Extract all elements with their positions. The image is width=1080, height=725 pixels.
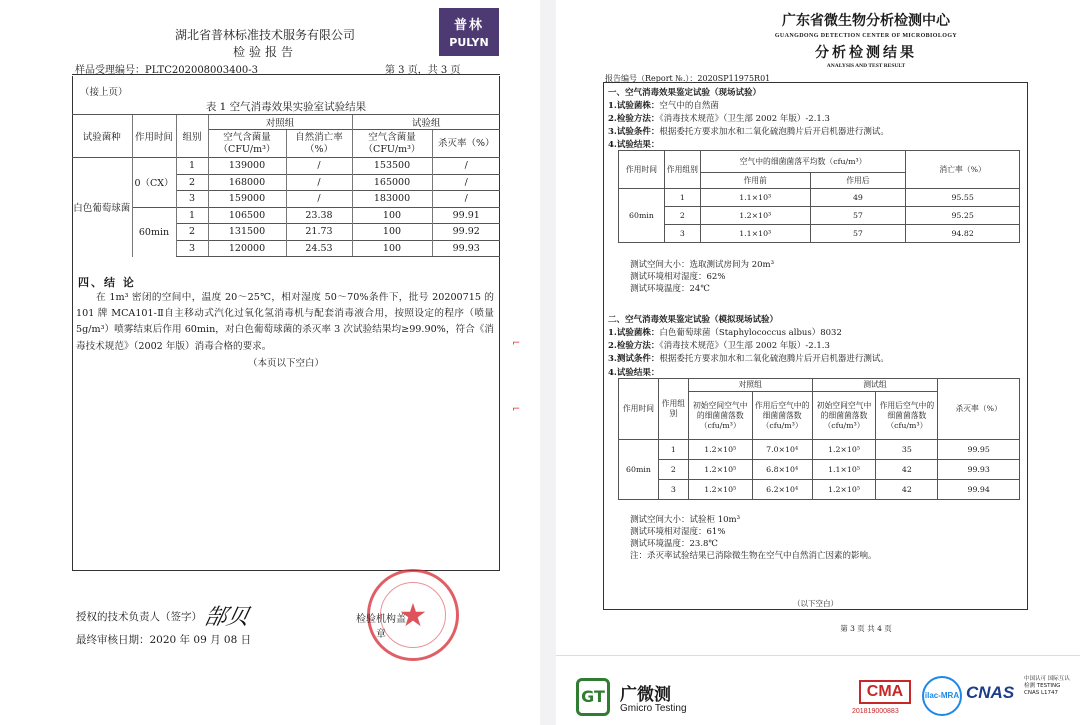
s1-item4 bbox=[608, 138, 659, 150]
s2-temperature: 测试环境温度：23.8℃ bbox=[630, 539, 718, 549]
cell-time: 60min bbox=[619, 440, 659, 500]
cell-control-initial: 1.2×10⁵ bbox=[688, 460, 752, 480]
page-number: 第 3 页，共 3 页 bbox=[385, 65, 461, 76]
cell-natural-rate: / bbox=[286, 158, 352, 175]
right-report-page bbox=[556, 0, 1080, 725]
cma-logo-icon: CMA bbox=[859, 680, 911, 704]
gmicro-logo-icon: GT bbox=[576, 678, 610, 716]
star-icon: ★ bbox=[398, 596, 428, 634]
cell-test-count: 153500 bbox=[352, 158, 432, 175]
review-date: 最终审核日期：2020 年 09 月 08 日 bbox=[76, 634, 252, 646]
cell-kill: 99.94 bbox=[938, 480, 1020, 500]
cell-kill: 99.95 bbox=[938, 440, 1020, 460]
s1-item1 bbox=[608, 99, 719, 111]
org-seal-label: 检验机构盖章 bbox=[356, 614, 406, 640]
header-rate: 消亡率（%） bbox=[906, 151, 1020, 189]
s2-item2 bbox=[608, 339, 830, 351]
header-avg-count: 空气中的细菌菌落平均数（cfu/m³） bbox=[700, 151, 905, 173]
cell-rate: 95.55 bbox=[906, 189, 1020, 207]
value: 《消毒技术规范》（卫生部 2002 年版）-2.1.3 bbox=[659, 341, 830, 351]
header-air-count-test: 空气含菌量（CFU/m³） bbox=[352, 130, 432, 158]
s2-humidity: 测试环境相对湿度：61% bbox=[630, 527, 726, 537]
cell-kill-rate: / bbox=[432, 158, 500, 175]
time-0: 0（CX） bbox=[132, 158, 176, 208]
edge-mark-icon: ⌐ bbox=[512, 404, 521, 415]
header-kill: 杀灭率（%） bbox=[938, 379, 1020, 440]
label: 1.试验菌株： bbox=[608, 101, 660, 111]
cell-control-count: 139000 bbox=[208, 158, 286, 175]
cnas-accreditation-text: 中国认可 国际互认 检测 TESTING CNAS L1747 bbox=[1024, 676, 1070, 696]
page-number: 第 3 页 共 4 页 bbox=[840, 624, 892, 633]
header-group: 作用组别 bbox=[664, 151, 700, 189]
cell-test-after: 42 bbox=[876, 480, 938, 500]
cell-control-after: 6.8×10⁴ bbox=[752, 460, 812, 480]
cell-control-count: 106500 bbox=[208, 207, 286, 224]
cell-test-count: 100 bbox=[352, 207, 432, 224]
s2-item3 bbox=[608, 352, 889, 364]
cell-test-count: 165000 bbox=[352, 174, 432, 191]
header-group: 作用组别 bbox=[658, 379, 688, 440]
header-control-after: 作用后空气中的细菌菌落数（cfu/m³） bbox=[752, 392, 812, 440]
s1-humidity: 测试环境相对湿度：62% bbox=[630, 272, 726, 282]
cell-test-initial: 1.2×10⁵ bbox=[812, 440, 876, 460]
cell-group: 1 bbox=[664, 189, 700, 207]
company-name: 湖北省普林标准技术服务有限公司 bbox=[174, 28, 355, 42]
cell-test-initial: 1.1×10⁵ bbox=[812, 460, 876, 480]
header-bacteria: 试验菌种 bbox=[72, 115, 132, 158]
cell-after: 57 bbox=[810, 225, 906, 243]
cell-kill-rate: / bbox=[432, 191, 500, 208]
label: 2.检验方法： bbox=[608, 341, 660, 351]
section2-title: 二、空气消毒效果鉴定试验（模拟现场试验） bbox=[608, 315, 779, 325]
label: 2.检验方法： bbox=[608, 114, 660, 124]
cell-kill: 99.93 bbox=[938, 460, 1020, 480]
s1-space: 测试空间大小：选取测试房间为 20m³ bbox=[630, 260, 774, 270]
table-row bbox=[619, 189, 1020, 207]
s2-note: 注：杀灭率试验结果已消除微生物在空气中自然消亡因素的影响。 bbox=[630, 551, 877, 561]
cell-group: 3 bbox=[176, 240, 208, 257]
table-row bbox=[619, 480, 1020, 500]
cell-natural-rate: 24.53 bbox=[286, 240, 352, 257]
ilac-mra-logo-icon: ilac-MRA bbox=[922, 676, 962, 716]
conclusion-title: 四、结 论 bbox=[78, 276, 136, 289]
cell-natural-rate: 23.38 bbox=[286, 207, 352, 224]
cell-group: 3 bbox=[658, 480, 688, 500]
table-row bbox=[72, 158, 500, 175]
footer-divider bbox=[556, 655, 1080, 656]
cell-after: 57 bbox=[810, 207, 906, 225]
cell-natural-rate: / bbox=[286, 174, 352, 191]
header-control-initial: 初始空间空气中的细菌菌落数（cfu/m³） bbox=[688, 392, 752, 440]
cell-control-count: 168000 bbox=[208, 174, 286, 191]
table-row bbox=[619, 440, 1020, 460]
cell-test-initial: 1.2×10⁵ bbox=[812, 480, 876, 500]
cell-kill-rate: / bbox=[432, 174, 500, 191]
label: 3.试验条件： bbox=[608, 127, 660, 137]
continued-label: （接上页） bbox=[80, 87, 128, 98]
cell-test-count: 100 bbox=[352, 240, 432, 257]
cell-control-count: 120000 bbox=[208, 240, 286, 257]
label: 4.试验结果： bbox=[608, 368, 660, 378]
bacteria-name: 白色葡萄球菌 bbox=[72, 158, 132, 257]
cell-kill-rate: 99.92 bbox=[432, 224, 500, 241]
cell-group: 2 bbox=[658, 460, 688, 480]
cell-test-count: 100 bbox=[352, 224, 432, 241]
table-row bbox=[619, 225, 1020, 243]
center-title: 广东省微生物分析检测中心 bbox=[782, 13, 950, 29]
value: 根据委托方要求加水和二氧化硫泡腾片后开启机器进行测试。 bbox=[659, 127, 889, 137]
cell-test-after: 35 bbox=[876, 440, 938, 460]
cell-control-after: 7.0×10⁴ bbox=[752, 440, 812, 460]
result-title: 分析检测结果 bbox=[815, 45, 917, 61]
s1-temperature: 测试环境温度：24℃ bbox=[630, 284, 710, 294]
authorized-label: 授权的技术负责人（签字） bbox=[76, 611, 202, 623]
s2-item4 bbox=[608, 366, 659, 378]
header-control: 对照组 bbox=[688, 379, 812, 392]
cell-before: 1.2×10³ bbox=[700, 207, 810, 225]
edge-mark-icon: ⌐ bbox=[512, 338, 521, 349]
logo-en: PULYN bbox=[449, 36, 489, 49]
header-group: 组别 bbox=[176, 115, 208, 158]
cell-rate: 95.25 bbox=[906, 207, 1020, 225]
center-title-en: GUANGDONG DETECTION CENTER OF MICROBIOLOGY bbox=[774, 33, 958, 39]
blank-note: （本页以下空白） bbox=[247, 358, 324, 369]
header-test-after: 作用后空气中的细菌菌落数（cfu/m³） bbox=[876, 392, 938, 440]
result-title-en: ANALYSIS AND TEST RESULT bbox=[826, 63, 906, 69]
cell-time: 60min bbox=[619, 189, 665, 243]
signature: 郜贝 bbox=[201, 605, 252, 630]
cnas-logo-icon: CNAS bbox=[966, 683, 1015, 702]
section1-title: 一、空气消毒效果鉴定试验（现场试验） bbox=[608, 88, 762, 98]
s1-item3 bbox=[608, 125, 889, 137]
s2-space: 测试空间大小：试验柜 10m³ bbox=[630, 515, 740, 525]
table-row bbox=[619, 207, 1020, 225]
header-divider bbox=[72, 74, 500, 75]
cell-natural-rate: / bbox=[286, 191, 352, 208]
cell-group: 3 bbox=[176, 191, 208, 208]
header-kill-rate: 杀灭率（%） bbox=[432, 130, 500, 158]
label: 4.试验结果： bbox=[608, 140, 660, 150]
conclusion-text: 在 1m³ 密闭的空间中，温度 20～25℃，相对湿度 50～70%条件下，批号 20200715 的 101 牌 MCA101-Ⅱ自主移动式汽化过氧化氢消毒机与配套消毒液合用，按照设定的程序（喷量 5g/m³）喷雾结束后作用 60min，对白色葡萄球菌的杀灭率 3 次试验结果均≥99.90%，符合《消毒技术规范》（2002 年版）消毒合格的要求。 bbox=[76, 292, 494, 352]
table-row bbox=[72, 207, 500, 224]
gmicro-name: 广微测 bbox=[620, 685, 671, 705]
table-row bbox=[619, 460, 1020, 480]
label: 3.测试条件： bbox=[608, 354, 660, 364]
cell-control-after: 6.2×10⁴ bbox=[752, 480, 812, 500]
cell-control-count: 131500 bbox=[208, 224, 286, 241]
cell-group: 1 bbox=[658, 440, 688, 460]
cell-group: 3 bbox=[664, 225, 700, 243]
blank-note: （以下空白） bbox=[793, 599, 838, 608]
cell-test-after: 42 bbox=[876, 460, 938, 480]
value: 白色葡萄球菌（Staphylococcus albus）8032 bbox=[659, 328, 842, 338]
cell-kill-rate: 99.91 bbox=[432, 207, 500, 224]
pulyn-logo bbox=[439, 8, 499, 56]
sample-number: 样品受理编号：PLTC202008003400-3 bbox=[75, 65, 258, 76]
cell-before: 1.1×10³ bbox=[700, 225, 810, 243]
cell-group: 2 bbox=[664, 207, 700, 225]
header-test-initial: 初始空间空气中的细菌菌落数（cfu/m³） bbox=[812, 392, 876, 440]
header-control: 对照组 bbox=[208, 115, 352, 130]
cma-number: 201819000883 bbox=[852, 708, 899, 715]
cell-before: 1.1×10³ bbox=[700, 189, 810, 207]
cell-control-initial: 1.2×10⁵ bbox=[688, 440, 752, 460]
value: 空气中的自然菌 bbox=[659, 101, 719, 111]
cell-group: 2 bbox=[176, 224, 208, 241]
header-time: 作用时间 bbox=[619, 151, 665, 189]
cell-natural-rate: 21.73 bbox=[286, 224, 352, 241]
page-divider bbox=[540, 0, 556, 725]
table-caption: 表 1 空气消毒效果实验室试验结果 bbox=[205, 101, 367, 113]
cell-rate: 94.82 bbox=[906, 225, 1020, 243]
report-number: 报告编号（Report №.）：2020SP11975R01 bbox=[605, 74, 771, 83]
header-air-count-control: 空气含菌量（CFU/m³） bbox=[208, 130, 286, 158]
header-time: 作用时间 bbox=[132, 115, 176, 158]
gmicro-name-en: Gmicro Testing bbox=[620, 703, 687, 714]
cell-control-count: 159000 bbox=[208, 191, 286, 208]
value: 《消毒技术规范》（卫生部 2002 年版）-2.1.3 bbox=[659, 114, 830, 124]
lab-result-table bbox=[72, 114, 500, 257]
header-test: 试验组 bbox=[352, 115, 500, 130]
header-test: 测试组 bbox=[812, 379, 938, 392]
cell-group: 2 bbox=[176, 174, 208, 191]
cell-group: 1 bbox=[176, 158, 208, 175]
cell-kill-rate: 99.93 bbox=[432, 240, 500, 257]
header-time: 作用时间 bbox=[619, 379, 659, 440]
simulated-test-table bbox=[618, 378, 1020, 500]
report-title: 检验报告 bbox=[232, 45, 297, 59]
cell-control-initial: 1.2×10⁵ bbox=[688, 480, 752, 500]
s2-item1 bbox=[608, 326, 842, 338]
header-natural-rate: 自然消亡率（%） bbox=[286, 130, 352, 158]
header-after: 作用后 bbox=[810, 173, 906, 189]
logo-cn: 普林 bbox=[453, 18, 484, 33]
field-test-table bbox=[618, 150, 1020, 243]
header-before: 作用前 bbox=[700, 173, 810, 189]
cell-test-count: 183000 bbox=[352, 191, 432, 208]
s1-item2 bbox=[608, 112, 830, 124]
label: 1.试验菌株： bbox=[608, 328, 660, 338]
value: 根据委托方要求加水和二氧化硫泡腾片后开启机器进行测试。 bbox=[659, 354, 889, 364]
cell-group: 1 bbox=[176, 207, 208, 224]
time-60: 60min bbox=[132, 207, 176, 257]
cell-after: 49 bbox=[810, 189, 906, 207]
